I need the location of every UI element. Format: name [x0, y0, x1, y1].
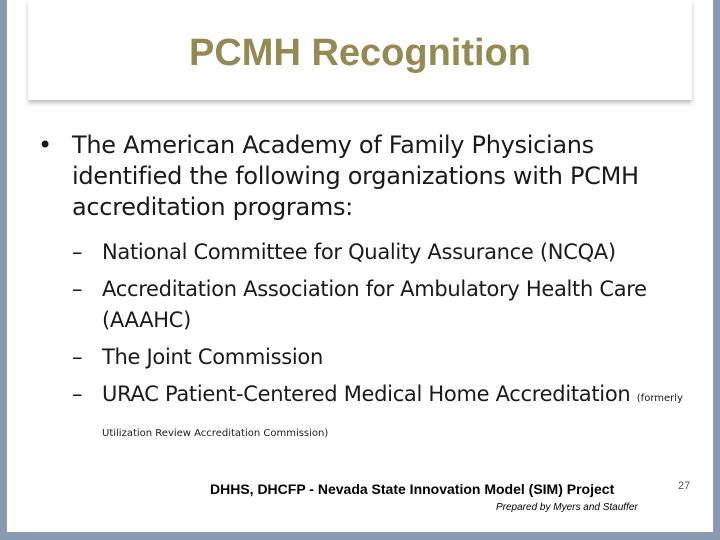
- main-bullet: [34, 130, 684, 223]
- sub-bullet-text: National Committee for Quality Assurance (NCQA): [102, 240, 616, 264]
- sub-bullet-text: URAC Patient-Centered Medical Home Accreditation: [102, 382, 631, 406]
- dash-marker: –: [72, 277, 83, 301]
- dash-marker: –: [72, 240, 83, 264]
- slide-frame-bottom: [0, 532, 720, 540]
- dash-marker: –: [72, 345, 83, 369]
- footer-project: DHHS, DHCFP - Nevada State Innovation Model (SIM) Project: [210, 481, 615, 497]
- bullet-marker: •: [38, 131, 52, 159]
- sub-bullet-item: [34, 237, 684, 268]
- slide-frame-right: [713, 0, 720, 540]
- main-bullet-text: The American Academy of Family Physicians identified the following organizations with PCMH accreditation programs:: [72, 131, 639, 221]
- sub-bullet-text: The Joint Commission: [102, 345, 323, 369]
- slide-content: [34, 130, 684, 455]
- footer-credit: Prepared by Myers and Stauffer: [496, 502, 638, 513]
- sub-bullet-item: [34, 379, 684, 449]
- sub-bullet-note: (formerly Utilization Review Accreditation Commission): [102, 393, 683, 439]
- title-box: [28, 0, 692, 100]
- sub-bullet-list: [34, 237, 684, 449]
- dash-marker: –: [72, 382, 83, 406]
- sub-bullet-text: Accreditation Association for Ambulatory Health Care (AAAHC): [102, 277, 647, 332]
- sub-bullet-item: [34, 274, 684, 336]
- page-number: 27: [678, 480, 691, 492]
- slide-frame-left: [0, 0, 7, 540]
- slide-title: PCMH Recognition: [189, 31, 531, 74]
- sub-bullet-item: [34, 342, 684, 373]
